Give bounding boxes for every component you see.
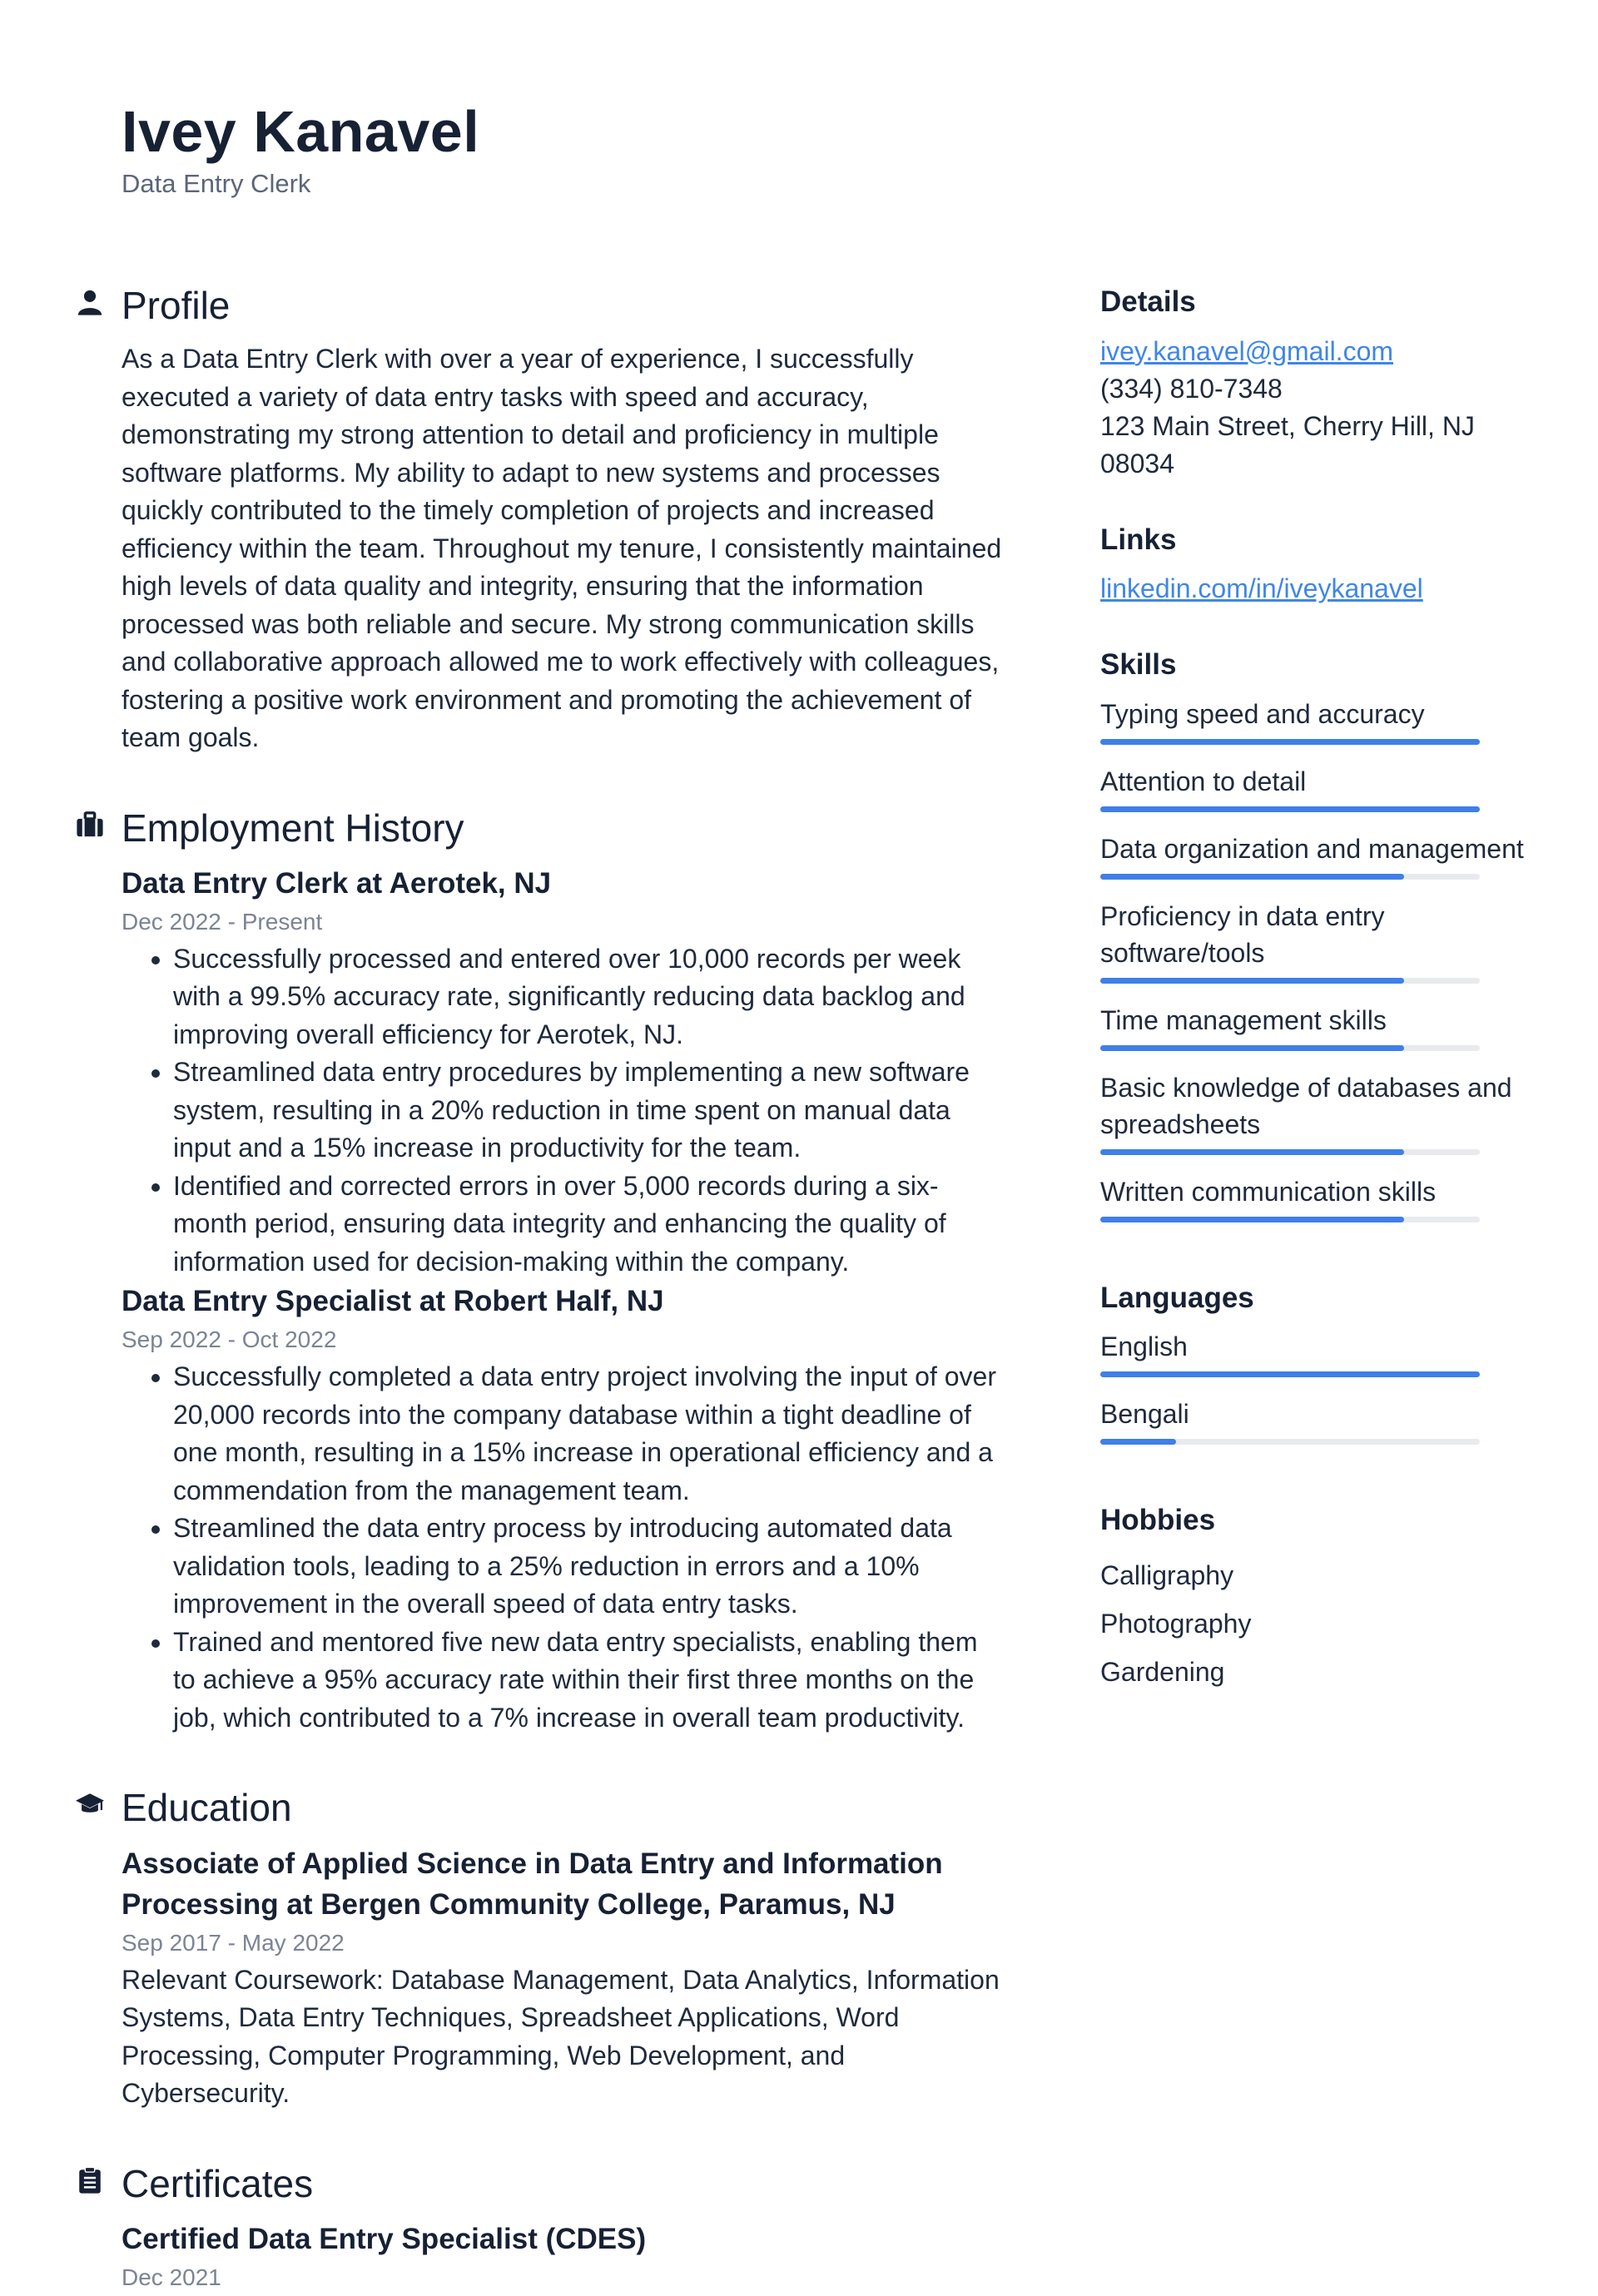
certificates-heading: Certificates: [122, 2161, 314, 2205]
job-dates: Sep 2022 - Oct 2022: [122, 1327, 337, 1353]
level-bar-fill: [1100, 806, 1480, 812]
job-title: Data Entry Specialist at Robert Half, NJ: [122, 1285, 664, 1318]
job-bullets: [122, 940, 1004, 1282]
job-dates: Dec 2022 - Present: [122, 908, 323, 935]
profile-text: As a Data Entry Clerk with over a year of experience, I successfully executed a variety of data entry tasks with speed and accuracy, demonstrating my strong attention to detail and proficiency in multiple software platforms. My ability to adapt to new systems and processes quickly contributed to the timely completion of projects and increased efficiency within the team. Throughout my tenure, I consistently maintained high levels of data quality and integrity, ensuring that the information processed was both reliable and secure. My strong communication skills and collaborative approach allowed me to work effectively with colleagues, fostering a positive work environment and promoting the achievement of team goals.: [122, 344, 1002, 753]
graduation-cap-icon: [76, 1790, 104, 1818]
education-description: Relevant Coursework: Database Management, Data Analytics, Information Systems, Data Entry Techniques, Spreadsheet Applications, Word Processing, Computer Programming, Web Development, and Cybersecurity.: [122, 1964, 1000, 2109]
job-bullet: • Trained and mentored five new data entry specialists, enabling them to achieve a 95% accuracy rate within their first three months on the job, which contributed to a 7% increase in overall team productivity.: [173, 1624, 1004, 1738]
degree-title: Associate of Applied Science in Data Entry and Information Processing at Bergen Community College, Paramus, NJ: [122, 1847, 943, 1921]
level-bar: [1100, 1217, 1480, 1222]
hobbies-section: [1100, 1501, 1533, 1696]
language-item: [1100, 1396, 1533, 1445]
skill-item: [1100, 831, 1533, 880]
language-item: [1100, 1328, 1533, 1377]
level-bar: [1100, 806, 1480, 812]
employment-heading: Employment History: [122, 806, 464, 850]
job-entry: [122, 1281, 1004, 1737]
level-bar-fill: [1100, 1371, 1480, 1377]
job-bullet: • Streamlined data entry procedures by implementing a new software system, resulting in a 20% reduction in time spent on manual data input and a 15% increase in productivity for the team.: [173, 1054, 1004, 1168]
language-name: English: [1100, 1331, 1188, 1361]
certificates-section: [122, 2161, 1004, 2296]
skill-name: Data organization and management: [1100, 833, 1524, 864]
details-heading: Details: [1100, 285, 1196, 318]
hobbies-heading: Hobbies: [1100, 1504, 1216, 1536]
main-column: [122, 283, 1004, 2296]
level-bar-fill: [1100, 978, 1404, 984]
skill-item: [1100, 696, 1533, 745]
hobby-item: Calligraphy: [1100, 1560, 1234, 1590]
level-bar: [1100, 1439, 1480, 1445]
skill-name: Time management skills: [1100, 1004, 1387, 1035]
level-bar-fill: [1100, 1149, 1404, 1155]
skill-name: Basic knowledge of databases and spreadsheets: [1100, 1072, 1512, 1139]
job-entry: [122, 863, 1004, 1282]
sidebar-column: [1100, 283, 1533, 1696]
level-bar-fill: [1100, 1439, 1176, 1445]
job-bullets: [122, 1358, 1004, 1737]
skill-item: [1100, 763, 1533, 812]
job-bullet: • Successfully completed a data entry project involving the input of over 20,000 records into the company database within a tight deadline of one month, resulting in a 15% increase in operational efficiency and a commendation from the management team.: [173, 1358, 1004, 1510]
skills-heading: Skills: [1100, 648, 1177, 681]
languages-heading: Languages: [1100, 1281, 1254, 1314]
skill-name: Typing speed and accuracy: [1100, 698, 1425, 729]
skill-name: Proficiency in data entry software/tools: [1100, 900, 1385, 968]
level-bar-fill: [1100, 739, 1480, 745]
hobby-item: Gardening: [1100, 1656, 1225, 1687]
languages-section: [1100, 1279, 1533, 1446]
level-bar: [1100, 739, 1480, 745]
links-section: [1100, 521, 1533, 608]
links-heading: Links: [1100, 523, 1177, 556]
level-bar-fill: [1100, 1217, 1404, 1222]
profile-section: [122, 283, 1004, 757]
skill-name: Attention to detail: [1100, 766, 1307, 796]
job-bullet: • Identified and corrected errors in over 5,000 records during a six-month period, ensuring data integrity and enhancing the quality of information used for decision-making within the company.: [173, 1168, 1004, 1282]
job-title: Data Entry Clerk at Aerotek, NJ: [122, 866, 552, 900]
employment-section: [122, 806, 1004, 1738]
language-name: Bengali: [1100, 1399, 1189, 1429]
job-bullet: • Successfully processed and entered over 10,000 records per week with a 99.5% accuracy rate, significantly reducing data backlog and improving overall efficiency for Aerotek, NJ.: [173, 940, 1004, 1054]
skill-item: [1100, 1173, 1533, 1222]
skills-list: [1100, 696, 1533, 1222]
person-icon: [76, 288, 104, 316]
details-section: [1100, 283, 1533, 483]
clipboard-icon: [76, 2166, 104, 2194]
skill-item: [1100, 1069, 1533, 1155]
skill-item: [1100, 1002, 1533, 1051]
level-bar: [1100, 1045, 1480, 1051]
level-bar: [1100, 1371, 1480, 1377]
level-bar-fill: [1100, 874, 1404, 880]
profile-heading: Profile: [122, 284, 231, 327]
skill-name: Written communication skills: [1100, 1176, 1437, 1207]
certificate-name: Certified Data Entry Specialist (CDES): [122, 2222, 647, 2255]
job-bullet: • Streamlined the data entry process by introducing automated data validation tools, leading to a 25% reduction in errors and a 10% improvement in the overall speed of data entry tasks.: [173, 1510, 1004, 1624]
level-bar-fill: [1100, 1045, 1404, 1051]
level-bar: [1100, 978, 1480, 984]
education-section: [122, 1785, 1004, 2112]
skill-item: [1100, 898, 1533, 984]
candidate-name: Ivey Kanavel: [122, 99, 480, 164]
level-bar: [1100, 1149, 1480, 1155]
address: 123 Main Street, Cherry Hill, NJ 08034: [1100, 410, 1475, 479]
languages-list: [1100, 1328, 1533, 1445]
email-link[interactable]: ivey.kanavel@gmail.com: [1100, 335, 1394, 366]
briefcase-icon: [76, 811, 104, 839]
education-dates: Sep 2017 - May 2022: [122, 1929, 345, 1956]
linkedin-link[interactable]: linkedin.com/in/iveykanavel: [1100, 573, 1423, 603]
skills-section: [1100, 646, 1533, 1222]
level-bar: [1100, 874, 1480, 880]
certificate-date: Dec 2021: [122, 2264, 221, 2290]
job-title-subtitle: Data Entry Clerk: [122, 169, 311, 198]
education-heading: Education: [122, 1786, 292, 1830]
phone-number: (334) 810-7348: [1100, 373, 1283, 404]
hobby-item: Photography: [1100, 1608, 1252, 1639]
